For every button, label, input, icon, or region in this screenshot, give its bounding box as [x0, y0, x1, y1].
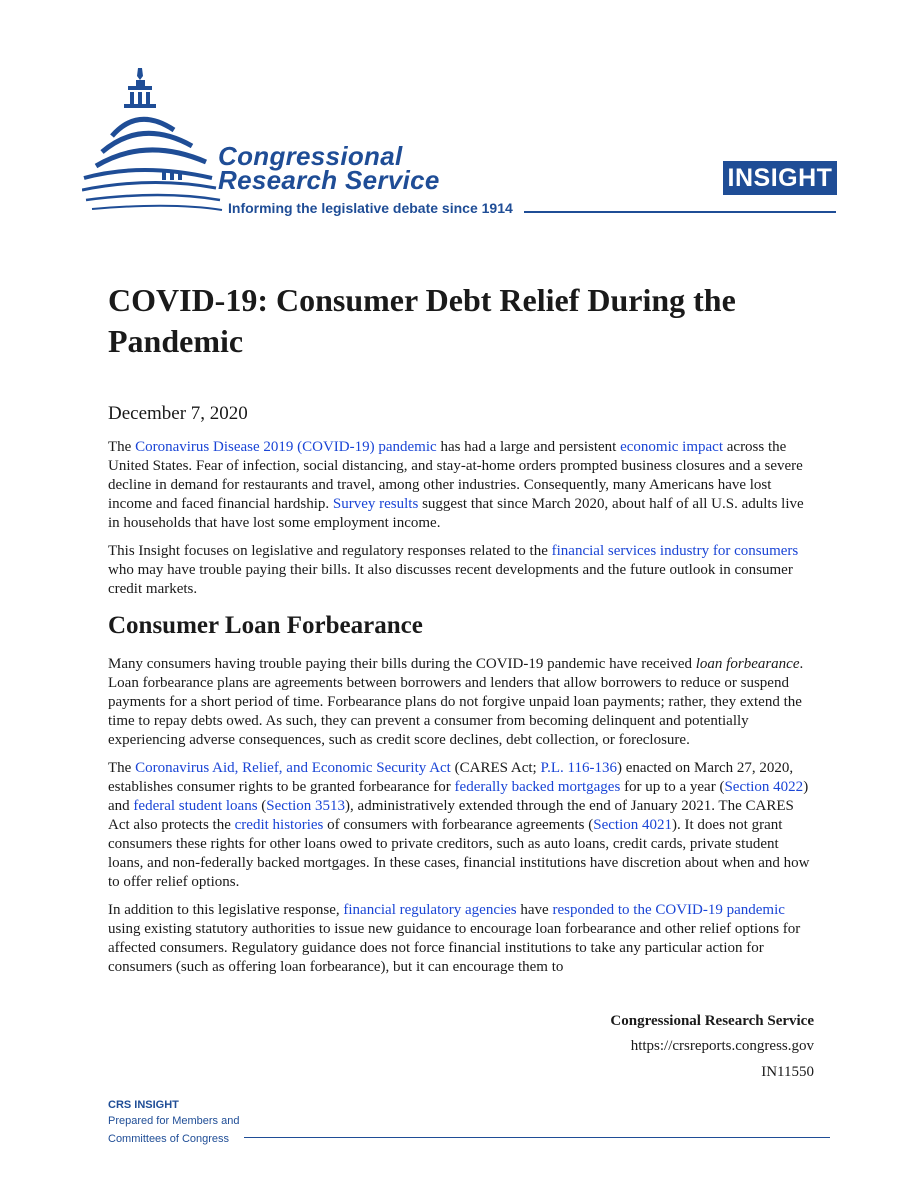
link-federal-student-loans[interactable]: federal student loans: [133, 798, 258, 814]
text: The: [108, 439, 136, 455]
org-name-line1: Congressional: [218, 141, 403, 171]
link-credit-histories[interactable]: credit histories: [234, 817, 324, 833]
link-financial-services[interactable]: financial services industry for consumers: [551, 543, 799, 559]
text: This Insight focuses on legislative and regulatory responses related to the: [108, 543, 552, 559]
link-economic-impact[interactable]: economic impact: [620, 439, 723, 455]
text: for up to a year (: [620, 779, 725, 795]
link-survey-results[interactable]: Survey results: [332, 496, 419, 512]
paragraph-intro: [108, 438, 814, 533]
text: ) and: [108, 779, 809, 814]
org-name: [218, 141, 440, 195]
footer-org-name: Congressional Research Service: [610, 1013, 814, 1029]
paragraph-forbearance: [108, 655, 814, 750]
header-divider: [524, 211, 836, 213]
text: across the United States. Fear of infection, social distancing, and stay-at-home orders prompted business closures and a severe decline in demand for restaurants and travel, among other industries. Consequently, many Americans have lost income and faced financial hardship.: [108, 439, 803, 512]
link-cares-act[interactable]: Coronavirus Aid, Relief, and Economic Security Act: [135, 760, 451, 776]
text: In addition to this legislative response,: [108, 902, 344, 918]
text: (CARES Act;: [450, 760, 541, 776]
text: (: [257, 798, 267, 814]
text: Many consumers having trouble paying their bills during the COVID-19 pandemic have received: [108, 656, 696, 672]
link-financial-regulatory-agencies[interactable]: financial regulatory agencies: [343, 902, 517, 918]
text: ), administratively extended through the end of January 2021. The CARES Act also protects the: [108, 798, 794, 833]
link-section-4021[interactable]: Section 4021: [593, 817, 673, 833]
text: ). It does not grant consumers these rights for other loans owed to private creditors, such as auto loans, credit cards, private student loans, and non-federally backed mortgages. In these cases, financial institutions have discretion about when and how to offer relief options.: [108, 817, 810, 890]
org-tagline: Informing the legislative debate since 1914: [228, 200, 513, 216]
link-federally-backed-mortgages[interactable]: federally backed mortgages: [454, 779, 621, 795]
paragraph-scope: [108, 542, 814, 599]
report-id: IN11550: [761, 1064, 814, 1080]
text: has had a large and persistent: [436, 439, 621, 455]
publication-date: December 7, 2020: [108, 403, 248, 424]
link-public-law[interactable]: P.L. 116-136: [540, 760, 617, 776]
link-responded-to-covid[interactable]: responded to the COVID-19 pandemic: [552, 902, 785, 918]
footer-url[interactable]: https://crsreports.congress.gov: [630, 1038, 814, 1054]
section-heading-forbearance: Consumer Loan Forbearance: [108, 612, 423, 639]
page-title: COVID-19: Consumer Debt Relief During the Pandemic: [108, 282, 736, 359]
crs-logo: [82, 66, 542, 226]
document-body: [108, 438, 814, 986]
text: ) enacted on March 27, 2020, establishes consumer rights to be granted forbearance for: [108, 760, 794, 795]
insight-badge: INSIGHT: [723, 161, 837, 195]
text: who may have trouble paying their bills. It also discusses recent developments and the future outlook in consumer credit markets.: [108, 562, 793, 597]
link-section-3513[interactable]: Section 3513: [266, 798, 346, 814]
italic-term: loan forbearance: [695, 656, 800, 672]
text: using existing statutory authorities to issue new guidance to encourage loan forbearance and other relief options for affected consumers. Regulatory guidance does not force financial institutions to take any particular action for consumers (such as offering loan forbearance), but it can encourage them to: [108, 921, 801, 975]
text: have: [516, 902, 553, 918]
series-label: CRS INSIGHT: [108, 1099, 179, 1111]
link-covid-pandemic[interactable]: Coronavirus Disease 2019 (COVID-19) pandemic: [135, 439, 437, 455]
org-name-line2: Research Service: [218, 165, 440, 195]
prepared-for: Prepared for Members and Committees of Congress: [108, 1115, 240, 1145]
paragraph-regulatory: [108, 901, 814, 977]
text: The: [108, 760, 136, 776]
paragraph-cares-act: [108, 759, 814, 892]
link-section-4022[interactable]: Section 4022: [724, 779, 804, 795]
text: of consumers with forbearance agreements (: [323, 817, 594, 833]
footer-divider: [244, 1137, 830, 1138]
text: suggest that since March 2020, about half of all U.S. adults live in households that have lost some employment income.: [108, 496, 804, 531]
text: . Loan forbearance plans are agreements between borrowers and lenders that allow borrowers to reduce or suspend payments for a short period of time. Forbearance plans do not forgive unpaid loan payments; rather, they extend the time to repay debts owed. As such, they can prevent a consumer from becoming delinquent and potentially experiencing adverse consequences, such as credit score declines, debt collection, or foreclosure.: [108, 656, 804, 748]
